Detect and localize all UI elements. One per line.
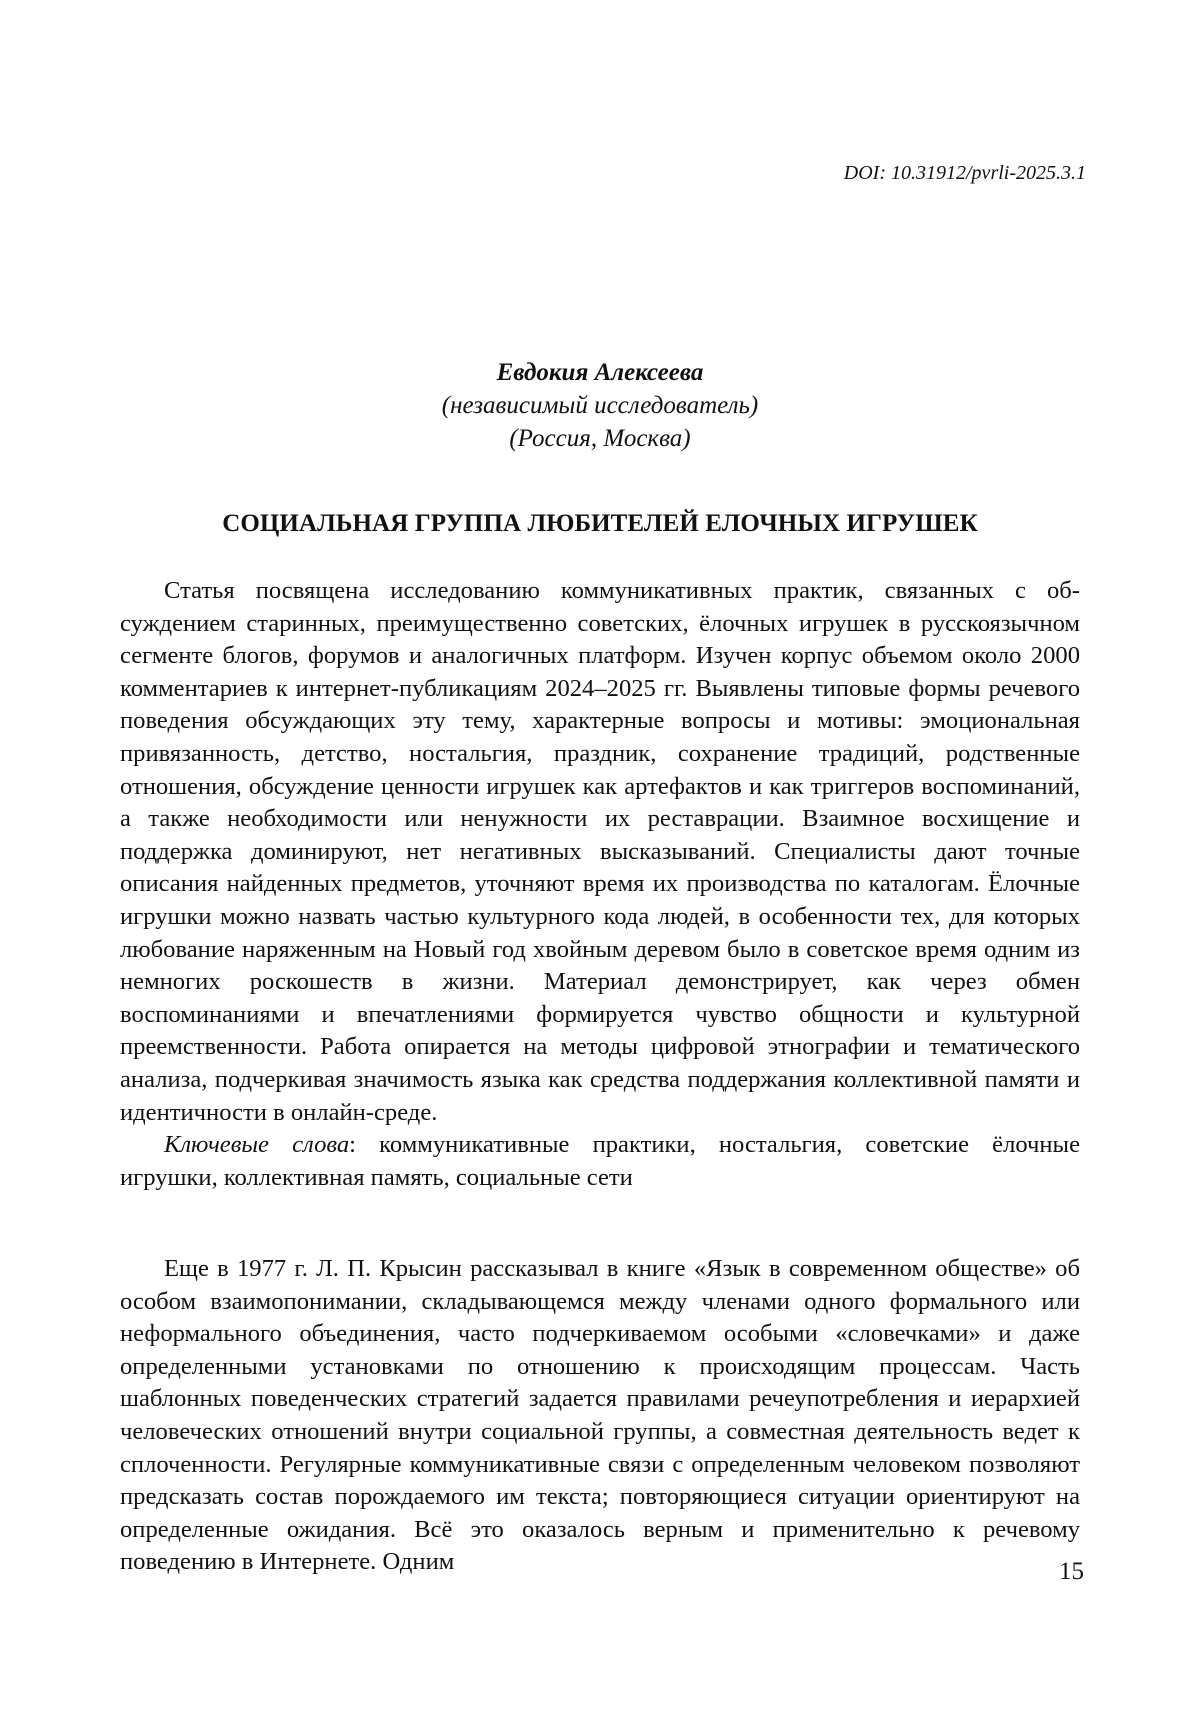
keywords-label: Ключевые слова	[164, 1131, 350, 1159]
article-title: СОЦИАЛЬНАЯ ГРУППА ЛЮБИТЕЛЕЙ ЕЛОЧНЫХ ИГРУШЕК	[222, 510, 978, 537]
keywords	[120, 1129, 1080, 1194]
author-block	[0, 356, 1200, 455]
keywords-text: : коммуникативные практики, ностальгия, советские ёлочные игрушки, коллективная память, социальные сети	[120, 1131, 1080, 1191]
author-affiliation: (независимый исследователь)	[441, 392, 759, 419]
abstract-text: Статья посвящена исследованию коммуникативных практик, связанных с обсуждением старинных, преимущественно советских, ёлочных игрушек в русскоязычном сегменте блогов, форумов и аналогичных платформ. Изучен корпус объемом около 2000 комментариев к интернет-публикациям 2024–2025 гг. Выявлены типовые формы речевого поведения обсуждающих эту тему, характерные вопросы и мотивы: эмоциональная привязанность, детство, ностальгия, праздник, сохранение традиций, родственные отношения, обсуждение ценности игрушек как артефактов и как триггеров воспоминаний, а также необходимости или ненужности их реставрации. Взаимное восхищение и поддержка доминируют, нет негативных высказываний. Специалисты дают точные описания найденных предметов, уточняют время их производства по каталогам. Ёлочные игрушки можно назвать частью культурного кода людей, в особенности тех, для которых любование наряженным на Новый год хвойным деревом было в советское время одним из немногих роскошеств в жизни. Материал демонстрирует, как через обмен воспоминаниями и впечатлениями формируется чувство общности и культурной преемственности. Работа опирается на методы цифровой этнографии и тематического анализа, подчеркивая значимость языка как средства поддержания коллективной памяти и идентичности в онлайн-среде.	[120, 577, 1080, 1126]
body-text	[120, 1253, 1080, 1579]
author-location: (Россия, Москва)	[509, 425, 691, 452]
body-paragraph: Еще в 1977 г. Л. П. Крысин рассказывал в книге «Язык в современном обществе» об особом взаимопонимании, складывающемся между членами одного формального или неформального объединения, часто подчеркиваемом особыми «словечками» и даже определенными установками по отношению к происходящим процессам. Часть шаблонных поведенческих стратегий задается правилами речеупотребления и иерархией человеческих отношений внутри социальной группы, а совместная деятельность ведет к сплоченности. Регулярные коммуникативные связи с определенным человеком позволяют предсказать состав порождаемого им текста; повторяющиеся ситуации ориентируют на определенные ожидания. Всё это оказалось верным и применительно к речевому поведению в Интернете. Одним	[120, 1255, 1080, 1576]
page-number: 15	[1059, 1558, 1084, 1585]
abstract	[120, 575, 1080, 1194]
doi-label: DOI: 10.31912/pvrli-2025.3.1	[843, 162, 1086, 184]
author-name: Евдокия Алексеева	[496, 359, 704, 386]
